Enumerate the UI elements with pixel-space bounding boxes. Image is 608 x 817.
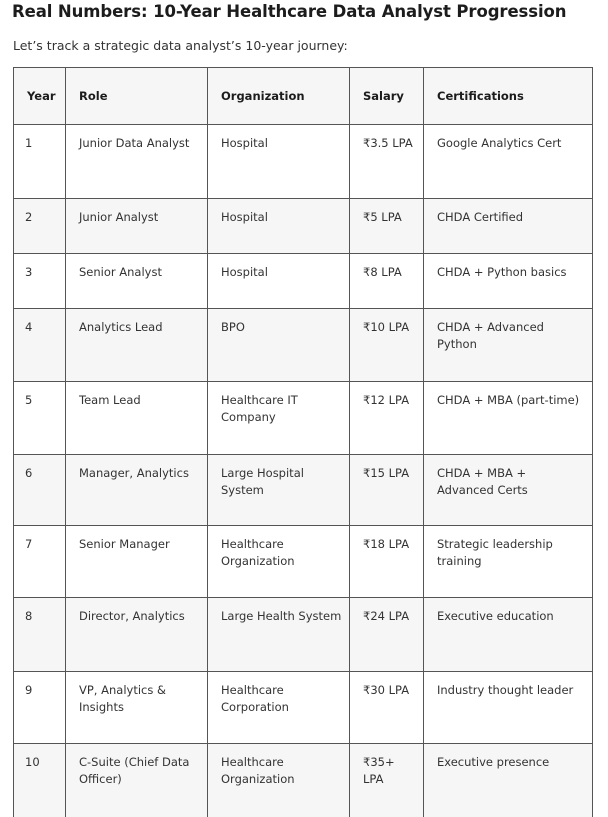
cell-role: Junior Analyst bbox=[66, 199, 208, 254]
header-year: Year bbox=[14, 68, 66, 125]
table-row bbox=[14, 598, 593, 672]
cell-certifications: CHDA Certified bbox=[424, 199, 593, 254]
cell-certifications: CHDA + Python basics bbox=[424, 254, 593, 309]
cell-certifications: Industry thought leader bbox=[424, 672, 593, 744]
cell-year: 6 bbox=[14, 455, 66, 526]
cell-organization: Large Hospital System bbox=[208, 455, 350, 526]
intro-text: Let’s track a strategic data analyst’s 10-year journey: bbox=[13, 38, 348, 53]
cell-role: Senior Analyst bbox=[66, 254, 208, 309]
cell-organization: Large Health System bbox=[208, 598, 350, 672]
progression-table bbox=[13, 67, 593, 817]
cell-certifications: CHDA + Advanced Python bbox=[424, 309, 593, 382]
cell-year: 8 bbox=[14, 598, 66, 672]
table-row bbox=[14, 526, 593, 598]
cell-role: VP, Analytics & Insights bbox=[66, 672, 208, 744]
cell-organization: Healthcare Corporation bbox=[208, 672, 350, 744]
cell-role: Team Lead bbox=[66, 382, 208, 455]
cell-salary: ₹5 LPA bbox=[350, 199, 424, 254]
header-certifications: Certifications bbox=[424, 68, 593, 125]
cell-year: 2 bbox=[14, 199, 66, 254]
cell-salary: ₹10 LPA bbox=[350, 309, 424, 382]
cell-role: Analytics Lead bbox=[66, 309, 208, 382]
cell-year: 10 bbox=[14, 744, 66, 817]
header-salary: Salary bbox=[350, 68, 424, 125]
cell-year: 4 bbox=[14, 309, 66, 382]
cell-salary: ₹30 LPA bbox=[350, 672, 424, 744]
cell-salary: ₹8 LPA bbox=[350, 254, 424, 309]
cell-certifications: Strategic leadership training bbox=[424, 526, 593, 598]
page-title: Real Numbers: 10-Year Healthcare Data Analyst Progression bbox=[12, 2, 567, 21]
cell-certifications: Google Analytics Cert bbox=[424, 125, 593, 199]
cell-role: Senior Manager bbox=[66, 526, 208, 598]
cell-role: Manager, Analytics bbox=[66, 455, 208, 526]
cell-organization: Healthcare Organization bbox=[208, 526, 350, 598]
cell-salary: ₹18 LPA bbox=[350, 526, 424, 598]
table-row bbox=[14, 455, 593, 526]
cell-salary: ₹35+ LPA bbox=[350, 744, 424, 817]
cell-certifications: Executive presence bbox=[424, 744, 593, 817]
cell-year: 9 bbox=[14, 672, 66, 744]
table-row bbox=[14, 199, 593, 254]
table-row bbox=[14, 744, 593, 817]
cell-role: C-Suite (Chief Data Officer) bbox=[66, 744, 208, 817]
cell-certifications: CHDA + MBA (part-time) bbox=[424, 382, 593, 455]
cell-year: 5 bbox=[14, 382, 66, 455]
cell-salary: ₹3.5 LPA bbox=[350, 125, 424, 199]
cell-year: 3 bbox=[14, 254, 66, 309]
cell-year: 7 bbox=[14, 526, 66, 598]
cell-organization: Healthcare Organization bbox=[208, 744, 350, 817]
cell-organization: Hospital bbox=[208, 254, 350, 309]
cell-certifications: CHDA + MBA + Advanced Certs bbox=[424, 455, 593, 526]
cell-organization: Healthcare IT Company bbox=[208, 382, 350, 455]
table-row bbox=[14, 672, 593, 744]
cell-year: 1 bbox=[14, 125, 66, 199]
table-row bbox=[14, 254, 593, 309]
table-header-row bbox=[14, 68, 593, 125]
cell-salary: ₹12 LPA bbox=[350, 382, 424, 455]
table-row bbox=[14, 309, 593, 382]
header-organization: Organization bbox=[208, 68, 350, 125]
table-row bbox=[14, 125, 593, 199]
cell-certifications: Executive education bbox=[424, 598, 593, 672]
cell-organization: Hospital bbox=[208, 199, 350, 254]
cell-role: Junior Data Analyst bbox=[66, 125, 208, 199]
table-row bbox=[14, 382, 593, 455]
cell-salary: ₹15 LPA bbox=[350, 455, 424, 526]
cell-organization: BPO bbox=[208, 309, 350, 382]
cell-salary: ₹24 LPA bbox=[350, 598, 424, 672]
cell-organization: Hospital bbox=[208, 125, 350, 199]
header-role: Role bbox=[66, 68, 208, 125]
cell-role: Director, Analytics bbox=[66, 598, 208, 672]
